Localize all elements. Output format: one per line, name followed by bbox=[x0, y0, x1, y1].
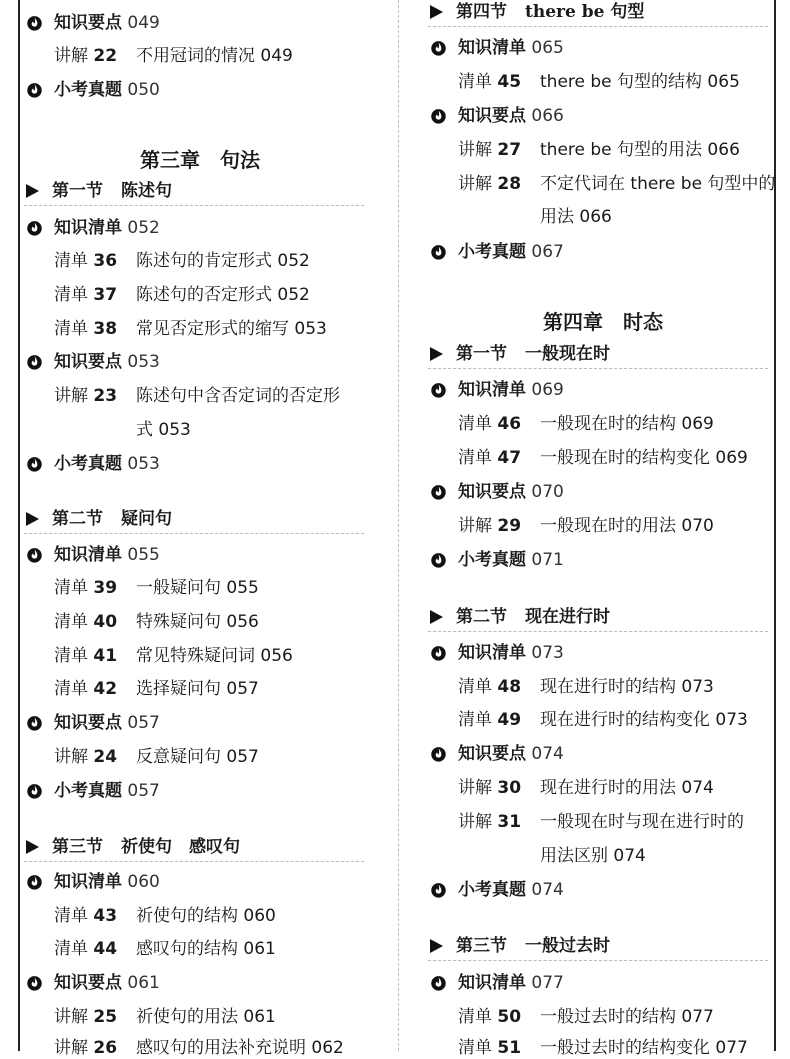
entry-code bbox=[458, 139, 540, 161]
entry-title: 常见否定形式的缩写 053 bbox=[136, 319, 327, 339]
entry-code bbox=[458, 709, 540, 731]
entry-type: 清单 bbox=[54, 906, 88, 926]
category-label: 小考真题 bbox=[54, 80, 122, 100]
entry-title: 陈述句中含否定词的否定形 bbox=[136, 386, 340, 406]
entry-type: 讲解 bbox=[458, 174, 492, 194]
toc-entry[interactable] bbox=[24, 678, 376, 700]
section-number: 第一节 bbox=[52, 181, 103, 201]
entry-code bbox=[54, 284, 136, 306]
category-label: 小考真题 bbox=[54, 781, 122, 801]
category-label: 小考真题 bbox=[458, 880, 526, 900]
toc-category-heading[interactable] bbox=[428, 972, 778, 994]
entry-type: 清单 bbox=[54, 251, 88, 271]
column-divider bbox=[398, 0, 399, 1051]
chapter-title-text: 第三章 句法 bbox=[140, 148, 260, 172]
category-label: 知识要点 bbox=[458, 106, 526, 126]
entry-number: 27 bbox=[497, 140, 522, 160]
category-label: 知识清单 bbox=[458, 643, 526, 663]
entry-title: 感叹句的结构 061 bbox=[136, 939, 276, 959]
entry-type: 清单 bbox=[54, 285, 88, 305]
entry-type: 清单 bbox=[54, 646, 88, 666]
page-number: 077 bbox=[531, 973, 564, 993]
flame-icon bbox=[430, 381, 447, 398]
triangle-marker-icon bbox=[430, 5, 443, 19]
toc-entry[interactable] bbox=[24, 577, 376, 599]
entry-title-continued: 用法 066 bbox=[540, 207, 612, 227]
entry-number: 22 bbox=[93, 46, 118, 66]
entry-code bbox=[54, 45, 136, 67]
page-number: 061 bbox=[127, 973, 160, 993]
toc-category-heading[interactable] bbox=[24, 217, 376, 239]
toc-category-heading[interactable] bbox=[24, 712, 376, 734]
triangle-marker-icon bbox=[430, 939, 443, 953]
toc-category-heading[interactable] bbox=[428, 879, 778, 901]
flame-icon bbox=[26, 219, 43, 236]
entry-number: 50 bbox=[497, 1007, 522, 1027]
category-label: 知识要点 bbox=[54, 352, 122, 372]
entry-number: 41 bbox=[93, 646, 118, 666]
section-name: 疑问句 bbox=[121, 509, 172, 529]
flame-icon bbox=[26, 14, 43, 31]
toc-category-heading[interactable] bbox=[24, 12, 376, 34]
entry-number: 39 bbox=[93, 578, 118, 598]
toc-entry-continuation bbox=[428, 206, 778, 228]
entry-code bbox=[458, 1037, 540, 1059]
entry-number: 38 bbox=[93, 319, 118, 339]
entry-type: 清单 bbox=[458, 1007, 492, 1027]
entry-title: 现在进行时的结构 073 bbox=[540, 677, 714, 697]
page-number: 049 bbox=[127, 13, 160, 33]
entry-type: 讲解 bbox=[54, 386, 88, 406]
entry-title: 不用冠词的情况 049 bbox=[136, 46, 293, 66]
section-name: 陈述句 bbox=[121, 181, 172, 201]
category-label: 知识清单 bbox=[458, 973, 526, 993]
entry-number: 24 bbox=[93, 747, 118, 767]
entry-number: 31 bbox=[497, 812, 522, 832]
section-heading[interactable] bbox=[24, 180, 364, 206]
toc-category-heading[interactable] bbox=[428, 105, 778, 127]
toc-category-heading[interactable] bbox=[428, 37, 778, 59]
entry-type: 清单 bbox=[54, 679, 88, 699]
entry-number: 48 bbox=[497, 677, 522, 697]
entry-title: 不定代词在 there be 句型中的 bbox=[540, 174, 776, 194]
page-number: 060 bbox=[127, 872, 160, 892]
entry-title: 一般过去时的结构变化 077 bbox=[540, 1038, 748, 1058]
entry-code bbox=[54, 1006, 136, 1028]
toc-entry[interactable] bbox=[24, 385, 376, 407]
page-number: 050 bbox=[127, 80, 160, 100]
toc-category-heading[interactable] bbox=[428, 549, 778, 571]
entry-code bbox=[54, 746, 136, 768]
section-name: 祈使句 感叹句 bbox=[121, 837, 240, 857]
entry-number: 42 bbox=[93, 679, 118, 699]
entry-type: 清单 bbox=[458, 72, 492, 92]
toc-category-heading[interactable] bbox=[24, 871, 376, 893]
chapter-title bbox=[428, 309, 778, 335]
entry-title: 现在进行时的结构变化 073 bbox=[540, 710, 748, 730]
toc-entry[interactable] bbox=[24, 645, 376, 667]
entry-type: 讲解 bbox=[54, 1038, 88, 1058]
flame-icon bbox=[26, 353, 43, 370]
toc-entry[interactable] bbox=[428, 413, 778, 435]
flame-icon bbox=[430, 107, 447, 124]
entry-type: 讲解 bbox=[458, 778, 492, 798]
entry-code bbox=[54, 678, 136, 700]
category-label: 小考真题 bbox=[458, 242, 526, 262]
entry-code bbox=[458, 811, 540, 833]
entry-title: 反意疑问句 057 bbox=[136, 747, 259, 767]
triangle-marker-icon bbox=[26, 184, 39, 198]
flame-icon bbox=[430, 243, 447, 260]
category-label: 知识清单 bbox=[458, 380, 526, 400]
page-number: 070 bbox=[531, 482, 564, 502]
category-label: 知识要点 bbox=[54, 13, 122, 33]
category-label: 小考真题 bbox=[54, 454, 122, 474]
entry-type: 讲解 bbox=[54, 1007, 88, 1027]
toc-entry[interactable] bbox=[24, 1037, 376, 1059]
entry-number: 26 bbox=[93, 1038, 118, 1058]
entry-title: 一般现在时的结构变化 069 bbox=[540, 448, 748, 468]
toc-entry[interactable] bbox=[24, 905, 376, 927]
entry-code bbox=[54, 938, 136, 960]
section-heading[interactable] bbox=[24, 836, 364, 862]
entry-title: 一般现在时的结构 069 bbox=[540, 414, 714, 434]
page-number: 069 bbox=[531, 380, 564, 400]
toc-category-heading[interactable] bbox=[24, 351, 376, 373]
entry-number: 28 bbox=[497, 174, 522, 194]
page-number: 071 bbox=[531, 550, 564, 570]
section-name: 一般现在时 bbox=[525, 344, 610, 364]
toc-category-heading[interactable] bbox=[24, 453, 376, 475]
toc-entry[interactable] bbox=[24, 45, 376, 67]
entry-type: 清单 bbox=[458, 448, 492, 468]
triangle-marker-icon bbox=[26, 512, 39, 526]
flame-icon bbox=[26, 546, 43, 563]
page-number: 057 bbox=[127, 713, 160, 733]
entry-title: 选择疑问句 057 bbox=[136, 679, 259, 699]
entry-code bbox=[54, 611, 136, 633]
section-number: 第三节 bbox=[52, 837, 103, 857]
flame-icon bbox=[430, 551, 447, 568]
entry-title: 一般过去时的结构 077 bbox=[540, 1007, 714, 1027]
entry-title: 一般疑问句 055 bbox=[136, 578, 259, 598]
entry-title: there be 句型的结构 065 bbox=[540, 72, 740, 92]
entry-number: 51 bbox=[497, 1038, 522, 1058]
entry-number: 29 bbox=[497, 516, 522, 536]
toc-category-heading[interactable] bbox=[428, 379, 778, 401]
entry-number: 46 bbox=[497, 414, 522, 434]
flame-icon bbox=[430, 644, 447, 661]
toc-entry[interactable] bbox=[428, 1006, 778, 1028]
entry-code bbox=[458, 71, 540, 93]
entry-code bbox=[458, 515, 540, 537]
entry-title: 现在进行时的用法 074 bbox=[540, 778, 714, 798]
flame-icon bbox=[430, 483, 447, 500]
page-number: 053 bbox=[127, 454, 160, 474]
toc-entry-continuation bbox=[428, 845, 778, 867]
entry-code bbox=[54, 318, 136, 340]
page-number: 073 bbox=[531, 643, 564, 663]
section-heading[interactable] bbox=[428, 343, 768, 369]
entry-title-continued: 式 053 bbox=[136, 420, 191, 440]
page-number: 065 bbox=[531, 38, 564, 58]
entry-number: 30 bbox=[497, 778, 522, 798]
entry-code bbox=[54, 577, 136, 599]
flame-icon bbox=[430, 39, 447, 56]
category-label: 知识清单 bbox=[54, 872, 122, 892]
flame-icon bbox=[26, 714, 43, 731]
section-name: 现在进行时 bbox=[525, 607, 610, 627]
section-number: 第二节 bbox=[456, 607, 507, 627]
entry-type: 讲解 bbox=[458, 516, 492, 536]
entry-code bbox=[458, 676, 540, 698]
entry-number: 37 bbox=[93, 285, 118, 305]
entry-code bbox=[458, 173, 540, 195]
entry-type: 清单 bbox=[458, 414, 492, 434]
toc-entry[interactable] bbox=[24, 284, 376, 306]
toc-entry[interactable] bbox=[428, 811, 778, 833]
flame-icon bbox=[26, 974, 43, 991]
toc-entry[interactable] bbox=[428, 1037, 778, 1059]
entry-code bbox=[458, 413, 540, 435]
entry-number: 36 bbox=[93, 251, 118, 271]
section-heading[interactable] bbox=[428, 935, 768, 961]
toc-entry[interactable] bbox=[24, 1006, 376, 1028]
entry-type: 讲解 bbox=[54, 46, 88, 66]
entry-code bbox=[54, 385, 136, 407]
toc-entry[interactable] bbox=[428, 676, 778, 698]
entry-number: 23 bbox=[93, 386, 118, 406]
entry-number: 44 bbox=[93, 939, 118, 959]
entry-type: 清单 bbox=[54, 939, 88, 959]
entry-number: 45 bbox=[497, 72, 522, 92]
category-label: 知识清单 bbox=[458, 38, 526, 58]
section-number: 第三节 bbox=[456, 936, 507, 956]
entry-code bbox=[458, 1006, 540, 1028]
toc-entry[interactable] bbox=[24, 611, 376, 633]
page-number: 057 bbox=[127, 781, 160, 801]
entry-type: 清单 bbox=[54, 612, 88, 632]
entry-type: 清单 bbox=[54, 319, 88, 339]
chapter-title bbox=[24, 147, 376, 173]
category-label: 知识要点 bbox=[54, 713, 122, 733]
toc-entry[interactable] bbox=[24, 250, 376, 272]
toc-entry[interactable] bbox=[428, 709, 778, 731]
section-heading[interactable] bbox=[24, 508, 364, 534]
page-left-edge bbox=[18, 0, 20, 1051]
page-number: 074 bbox=[531, 880, 564, 900]
entry-type: 讲解 bbox=[458, 812, 492, 832]
entry-code bbox=[54, 905, 136, 927]
toc-entry[interactable] bbox=[428, 777, 778, 799]
page-number: 067 bbox=[531, 242, 564, 262]
entry-title: 祈使句的用法 061 bbox=[136, 1007, 276, 1027]
entry-code bbox=[54, 1037, 136, 1059]
chapter-title-text: 第四章 时态 bbox=[543, 310, 663, 334]
toc-category-heading[interactable] bbox=[428, 642, 778, 664]
toc-category-heading[interactable] bbox=[428, 743, 778, 765]
toc-category-heading[interactable] bbox=[428, 481, 778, 503]
toc-entry[interactable] bbox=[428, 515, 778, 537]
entry-code bbox=[458, 777, 540, 799]
entry-title: 陈述句的肯定形式 052 bbox=[136, 251, 310, 271]
toc-entry[interactable] bbox=[24, 746, 376, 768]
entry-number: 49 bbox=[497, 710, 522, 730]
page-number: 055 bbox=[127, 545, 160, 565]
flame-icon bbox=[26, 782, 43, 799]
section-name: 一般过去时 bbox=[525, 936, 610, 956]
page-number: 053 bbox=[127, 352, 160, 372]
toc-entry[interactable] bbox=[428, 173, 778, 195]
triangle-marker-icon bbox=[26, 840, 39, 854]
entry-type: 清单 bbox=[458, 677, 492, 697]
category-label: 知识要点 bbox=[458, 482, 526, 502]
page-number: 052 bbox=[127, 218, 160, 238]
category-label: 知识清单 bbox=[54, 545, 122, 565]
section-heading[interactable] bbox=[428, 1, 768, 27]
toc-entry[interactable] bbox=[24, 938, 376, 960]
section-number: 第二节 bbox=[52, 509, 103, 529]
entry-title: 特殊疑问句 056 bbox=[136, 612, 259, 632]
triangle-marker-icon bbox=[430, 347, 443, 361]
entry-number: 40 bbox=[93, 612, 118, 632]
entry-title: there be 句型的用法 066 bbox=[540, 140, 740, 160]
section-number: 第四节 bbox=[456, 2, 507, 22]
entry-title: 感叹句的用法补充说明 062 bbox=[136, 1038, 344, 1058]
category-label: 小考真题 bbox=[458, 550, 526, 570]
entry-type: 讲解 bbox=[54, 747, 88, 767]
entry-title: 祈使句的结构 060 bbox=[136, 906, 276, 926]
entry-title: 一般现在时与现在进行时的 bbox=[540, 812, 744, 832]
entry-number: 47 bbox=[497, 448, 522, 468]
entry-number: 43 bbox=[93, 906, 118, 926]
page-number: 074 bbox=[531, 744, 564, 764]
category-label: 知识清单 bbox=[54, 218, 122, 238]
entry-number: 25 bbox=[93, 1007, 118, 1027]
flame-icon bbox=[430, 745, 447, 762]
toc-entry[interactable] bbox=[428, 71, 778, 93]
entry-code bbox=[54, 250, 136, 272]
flame-icon bbox=[430, 974, 447, 991]
section-number: 第一节 bbox=[456, 344, 507, 364]
entry-code bbox=[54, 645, 136, 667]
flame-icon bbox=[26, 873, 43, 890]
entry-code bbox=[458, 447, 540, 469]
page-number: 066 bbox=[531, 106, 564, 126]
toc-category-heading[interactable] bbox=[428, 241, 778, 263]
flame-icon bbox=[430, 881, 447, 898]
flame-icon bbox=[26, 455, 43, 472]
triangle-marker-icon bbox=[430, 610, 443, 624]
toc-category-heading[interactable] bbox=[24, 972, 376, 994]
toc-entry[interactable] bbox=[428, 447, 778, 469]
category-label: 知识要点 bbox=[54, 973, 122, 993]
toc-category-heading[interactable] bbox=[24, 79, 376, 101]
section-name: there be 句型 bbox=[525, 2, 645, 22]
entry-title: 陈述句的否定形式 052 bbox=[136, 285, 310, 305]
entry-type: 清单 bbox=[54, 578, 88, 598]
entry-title: 一般现在时的用法 070 bbox=[540, 516, 714, 536]
entry-type: 清单 bbox=[458, 710, 492, 730]
section-heading[interactable] bbox=[428, 606, 768, 632]
entry-type: 清单 bbox=[458, 1038, 492, 1058]
entry-title: 常见特殊疑问词 056 bbox=[136, 646, 293, 666]
toc-entry[interactable] bbox=[428, 139, 778, 161]
entry-type: 讲解 bbox=[458, 140, 492, 160]
toc-entry-continuation bbox=[24, 419, 376, 441]
toc-category-heading[interactable] bbox=[24, 544, 376, 566]
category-label: 知识要点 bbox=[458, 744, 526, 764]
toc-entry[interactable] bbox=[24, 318, 376, 340]
flame-icon bbox=[26, 81, 43, 98]
entry-title-continued: 用法区别 074 bbox=[540, 846, 646, 866]
toc-category-heading[interactable] bbox=[24, 780, 376, 802]
